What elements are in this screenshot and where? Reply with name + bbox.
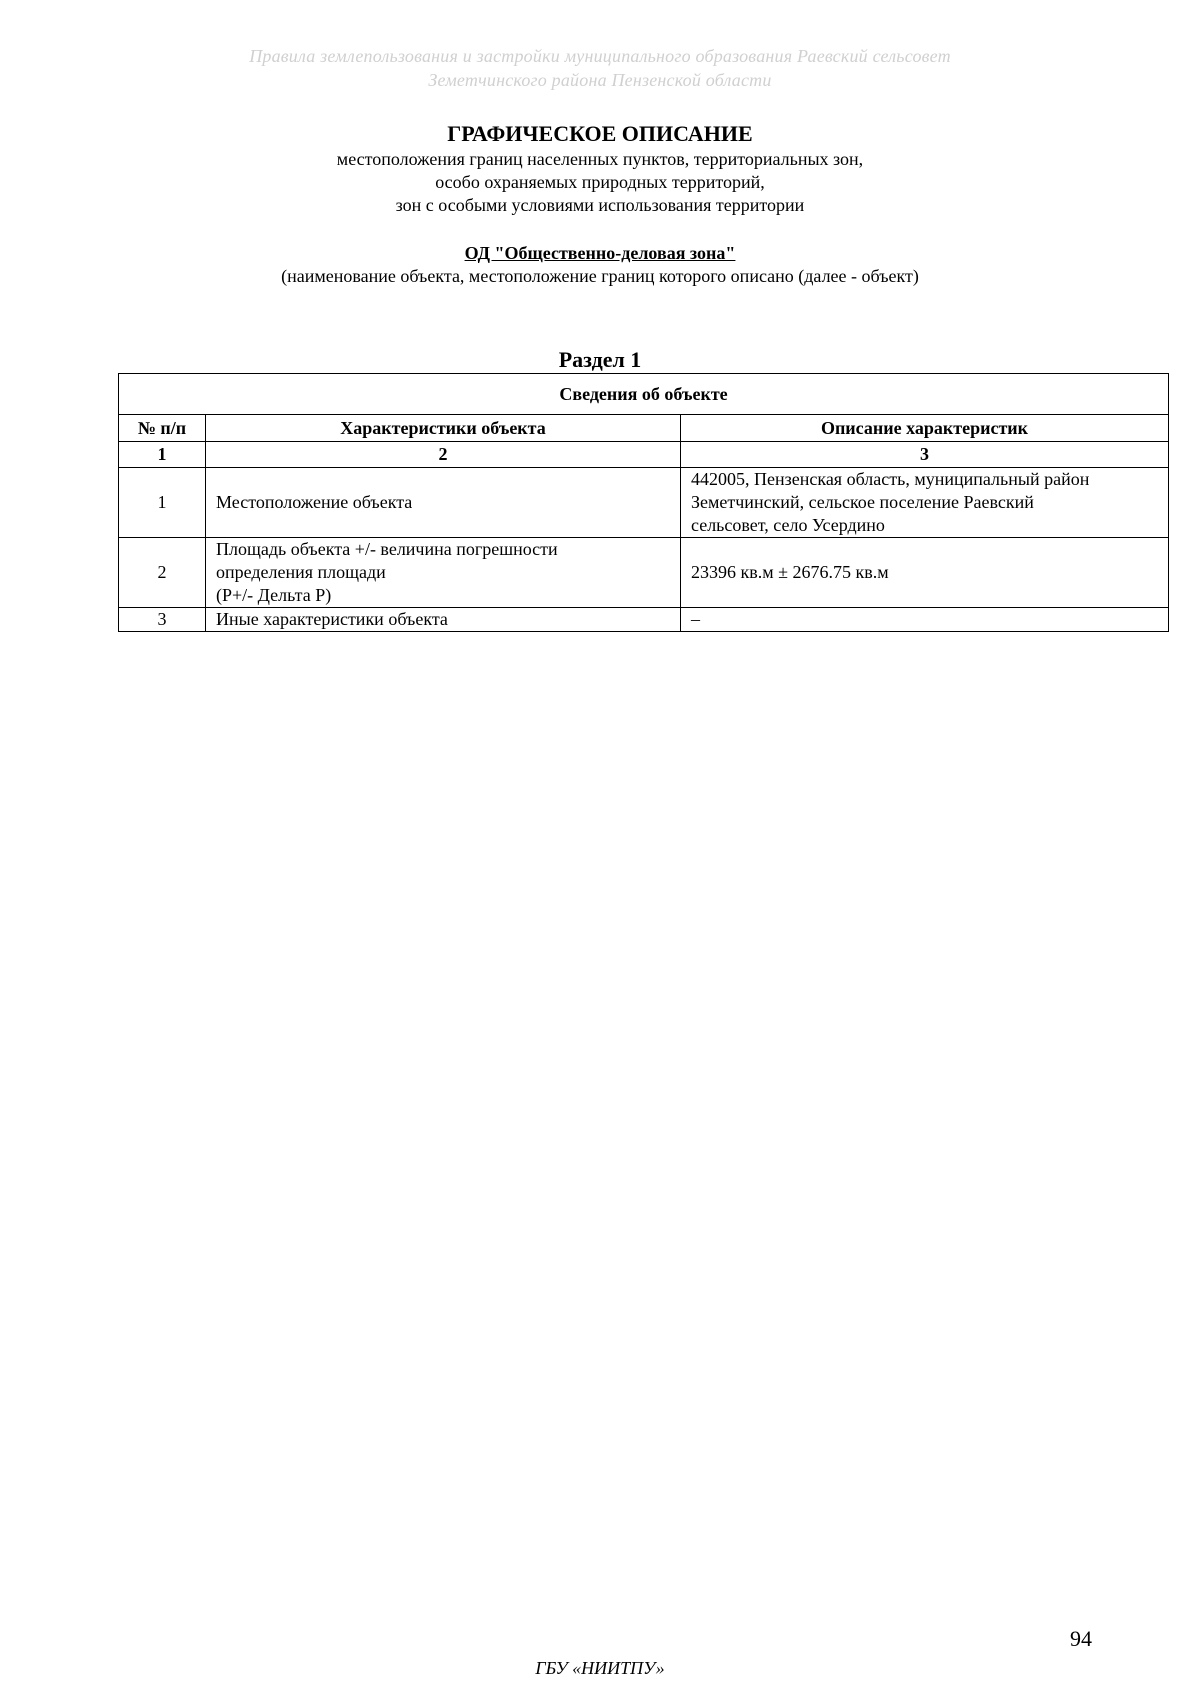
row-characteristic	[206, 608, 681, 632]
column-number-1: 1	[119, 442, 206, 468]
characteristic-line: Местоположение объекта	[216, 492, 413, 512]
running-header-line-2: Земетчинского района Пензенской области	[428, 70, 772, 90]
row-characteristic	[206, 538, 681, 608]
table-row	[119, 608, 1169, 632]
document-title: ГРАФИЧЕСКОЕ ОПИСАНИЕ	[447, 121, 753, 146]
row-characteristic	[206, 468, 681, 538]
row-description	[681, 538, 1169, 608]
description-line: 442005, Пензенская область, муниципальный район	[691, 469, 1090, 489]
row-number: 2	[119, 538, 206, 608]
page-number: 94	[1070, 1626, 1092, 1651]
row-description	[681, 608, 1169, 632]
characteristic-line: Площадь объекта +/- величина погрешности	[216, 539, 558, 559]
description-line: 23396 кв.м ± 2676.75 кв.м	[691, 562, 889, 582]
footer-organization: ГБУ «НИИТПУ»	[535, 1658, 665, 1678]
subtitle-line-2: особо охраняемых природных территорий,	[435, 172, 765, 192]
running-header	[0, 44, 1200, 92]
section-title: Раздел 1	[558, 347, 642, 372]
characteristic-line: определения площади	[216, 562, 386, 582]
subtitle-line-1: местоположения границ населенных пунктов, территориальных зон,	[336, 149, 864, 169]
table-caption: Сведения об объекте	[119, 374, 1169, 415]
description-line: –	[691, 609, 700, 629]
characteristic-line: (Р+/- Дельта Р)	[216, 585, 332, 605]
column-number-2: 2	[206, 442, 681, 468]
subtitle-line-3: зон с особыми условиями использования территории	[395, 195, 805, 215]
table-caption-row	[119, 374, 1169, 415]
table-row	[119, 538, 1169, 608]
title-block	[0, 120, 1200, 217]
table-header-row	[119, 415, 1169, 442]
characteristic-line: Иные характеристики объекта	[216, 609, 448, 629]
description-line: Земетчинский, сельское поселение Раевский	[691, 492, 1034, 512]
column-header-description: Описание характеристик	[681, 415, 1169, 442]
table-row	[119, 468, 1169, 538]
object-note: (наименование объекта, местоположение границ которого описано (далее - объект)	[281, 266, 919, 286]
running-header-line-1: Правила землепользования и застройки муниципального образования Раевский сельсовет	[249, 46, 951, 66]
table-column-number-row	[119, 442, 1169, 468]
row-description	[681, 468, 1169, 538]
row-number: 1	[119, 468, 206, 538]
column-number-3: 3	[681, 442, 1169, 468]
column-header-number: № п/п	[119, 415, 206, 442]
column-header-characteristic: Характеристики объекта	[206, 415, 681, 442]
object-name: ОД "Общественно-деловая зона"	[464, 243, 736, 263]
row-number: 3	[119, 608, 206, 632]
description-line: сельсовет, село Усердино	[691, 515, 885, 535]
object-info-table	[118, 373, 1169, 632]
